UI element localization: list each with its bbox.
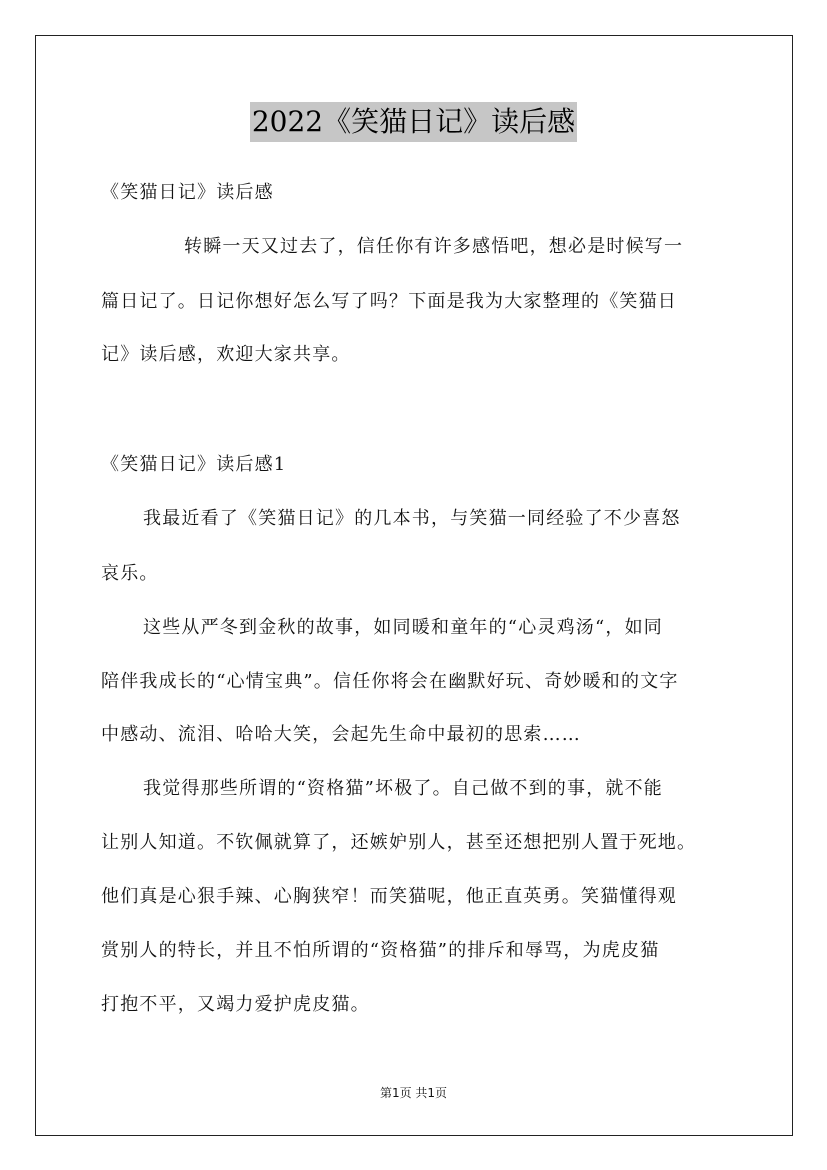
section-heading: 《笑猫日记》读后感1 (101, 454, 287, 475)
text-line: 转瞬一天又过去了，信任你有许多感悟吧，想必是时候写一 (184, 236, 684, 257)
text-line: 打抱不平，又竭力爱护虎皮猫。 (101, 994, 370, 1015)
text-line: 陪伴我成长的“心情宝典”。信任你将会在幽默好玩、奇妙暖和的文字 (101, 671, 679, 692)
text-line-subtitle: 《笑猫日记》读后感 (101, 182, 274, 203)
text-line: 他们真是心狠手辣、心胸狭窄！而笑猫呢，他正直英勇。笑猫懂得观 (101, 886, 677, 907)
text-line: 哀乐。 (101, 563, 159, 584)
text-line: 让别人知道。不钦佩就算了，还嫉妒别人，甚至还想把别人置于死地。 (101, 832, 697, 853)
text-line: 篇日记了。日记你想好怎么写了吗？下面是我为大家整理的《笑猫日 (101, 291, 677, 312)
text-line: 我觉得那些所谓的“资格猫”坏极了。自己做不到的事，就不能 (143, 778, 664, 799)
text-line: 中感动、流泪、哈哈大笑，会起先生命中最初的思索…… (101, 724, 581, 745)
title-container (0, 102, 827, 142)
document-title: 2022《笑猫日记》读后感 (250, 102, 577, 142)
text-line: 记》读后感，欢迎大家共享。 (101, 344, 351, 365)
text-line: 这些从严冬到金秋的故事，如同暖和童年的“心灵鸡汤“，如同 (143, 617, 664, 638)
text-line: 赏别人的特长，并且不怕所谓的“资格猫”的排斥和辱骂，为虎皮猫 (101, 940, 660, 961)
page-footer: 第1页 共1页 (379, 1086, 448, 1100)
text-line: 我最近看了《笑猫日记》的几本书，与笑猫一同经验了不少喜怒 (143, 508, 681, 529)
